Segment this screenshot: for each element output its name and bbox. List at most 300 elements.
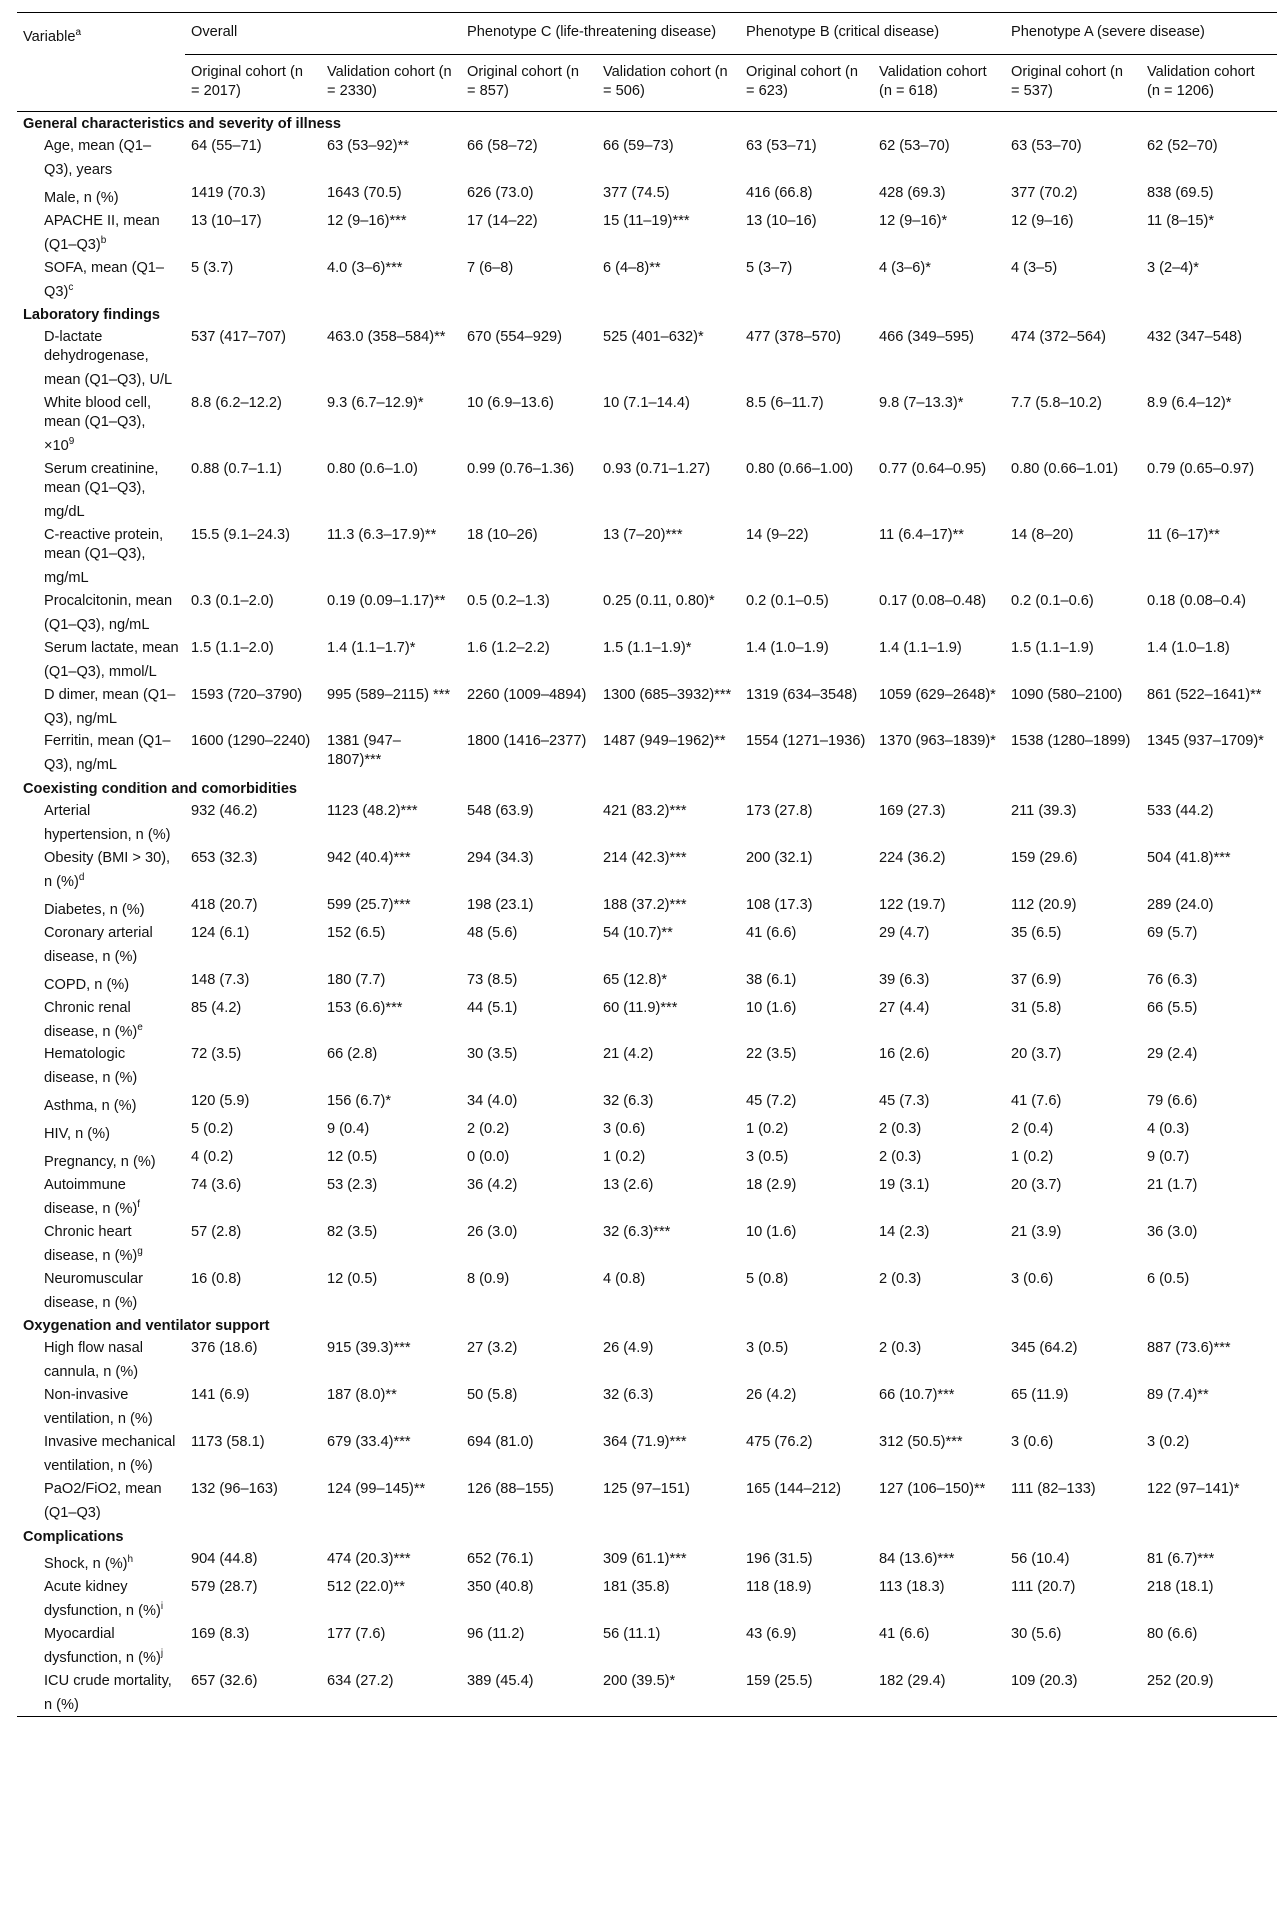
table-cell: 11 (6–17)** [1147, 527, 1220, 544]
table-cell: 200 (32.1) [746, 850, 813, 867]
table-cell: 84 (13.6)*** [879, 1550, 955, 1567]
table-cell: 512 (22.0)** [327, 1578, 405, 1595]
table-cell: 838 (69.5) [1147, 184, 1214, 201]
table-cell: 10 (6.9–13.6) [467, 395, 554, 412]
table-cell: 39 (6.3) [879, 971, 930, 988]
table-cell: 127 (106–150)** [879, 1481, 986, 1498]
table-cell: 65 (11.9) [1011, 1387, 1069, 1404]
table-cell: 657 (32.6) [185, 1670, 321, 1717]
row-label-text: SOFA, mean (Q1–Q3) [44, 259, 165, 300]
table-cell: 418 (20.7) [191, 897, 258, 914]
table-cell: 89 (7.4)** [1147, 1387, 1209, 1404]
row-label [17, 922, 185, 969]
table-row [17, 1548, 1277, 1576]
table-cell: 13 (7–20)*** [603, 527, 683, 544]
table-cell: 35 (6.5) [1011, 924, 1062, 941]
table-cell: 1.4 (1.1–1.9) [879, 639, 962, 656]
table-row [17, 730, 1277, 777]
table-cell: 1538 (1280–1899) [1011, 733, 1131, 750]
table-cell: 537 (417–707) [191, 329, 286, 346]
row-label [17, 1043, 185, 1090]
footnote-marker: c [68, 281, 74, 293]
table-cell: 29 (4.7) [879, 924, 930, 941]
table-cell: 79 (6.6) [1147, 1093, 1198, 1110]
table-cell: 309 (61.1)*** [603, 1550, 687, 1567]
row-label-text: Hematologic disease, n (%) [44, 1046, 138, 1087]
table-row [17, 1576, 1277, 1623]
table-cell: 80 (6.6) [1147, 1625, 1198, 1642]
table-row [17, 800, 1277, 847]
row-label [17, 1174, 185, 1221]
table-cell: 111 (82–133) [1011, 1481, 1096, 1498]
row-label-text: Myocardial dysfunction, n (%) [44, 1625, 161, 1666]
row-label-text: Serum creatinine, mean (Q1–Q3), mg/dL [44, 461, 159, 521]
table-cell: 11 (6.4–17)** [879, 527, 964, 544]
table-cell: 13 (10–17) [191, 212, 262, 229]
footnote-marker: b [100, 234, 107, 246]
table-cell: 653 (32.3) [191, 850, 258, 867]
table-cell: 0.93 (0.71–1.27) [603, 461, 711, 478]
table-row [17, 1478, 1277, 1525]
table-row [17, 326, 1277, 392]
table-cell: 63 (53–92)** [327, 138, 409, 154]
section-header-row [17, 112, 1277, 136]
table-cell: 8 (0.9) [467, 1270, 510, 1287]
table-cell: 7 (6–8) [467, 259, 514, 276]
table-cell: 9.8 (7–13.3)* [879, 395, 964, 412]
table-row [17, 922, 1277, 969]
table-row [17, 590, 1277, 637]
table-cell: 177 (7.6) [327, 1625, 386, 1642]
table-cell: 10 (1.6) [746, 999, 797, 1016]
table-cell: 62 (53–70) [879, 138, 950, 154]
row-label [17, 800, 185, 847]
row-label-text: Shock, n (%) [44, 1555, 128, 1572]
header-subcolumn: Validation cohort (n = 506) [597, 55, 740, 112]
table-cell: 18 (10–26) [467, 527, 538, 544]
header-subcolumn: Original cohort (n = 623) [740, 55, 873, 112]
table-cell: 66 (59–73) [603, 138, 674, 154]
row-label [17, 1384, 185, 1431]
row-label [17, 1623, 185, 1670]
row-label-text: Pregnancy, n (%) [44, 1153, 156, 1170]
table-cell: 16 (2.6) [879, 1046, 930, 1063]
table-cell: 0.2 (0.1–0.6) [1011, 592, 1094, 609]
table-cell: 0 (0.0) [467, 1149, 510, 1166]
table-row [17, 1623, 1277, 1670]
table-cell: 579 (28.7) [191, 1578, 258, 1595]
table-cell: 18 (2.9) [746, 1176, 797, 1193]
section-title: Coexisting condition and comorbidities [23, 781, 298, 798]
table-cell: 12 (0.5) [327, 1149, 378, 1166]
footnote-marker: j [160, 1647, 164, 1659]
table-cell: 474 (20.3)*** [327, 1550, 411, 1567]
table-cell: 9 (0.7) [1147, 1149, 1190, 1166]
table-cell: 0.5 (0.2–1.3) [467, 592, 550, 609]
row-label-text: Serum lactate, mean (Q1–Q3), mmol/L [44, 639, 179, 680]
row-label-text: Age, mean (Q1–Q3), years [44, 138, 152, 178]
section-title: Laboratory findings [23, 307, 161, 324]
table-cell: 218 (18.1) [1147, 1578, 1214, 1595]
table-cell: 312 (50.5)*** [879, 1434, 963, 1451]
table-cell: 30 (3.5) [467, 1046, 518, 1063]
table-cell: 548 (63.9) [467, 803, 534, 820]
table-cell: 187 (8.0)** [327, 1387, 397, 1404]
table-cell: 0.2 (0.1–0.5) [746, 592, 829, 609]
table-cell: 122 (97–141)* [1147, 1481, 1240, 1498]
table-row [17, 1384, 1277, 1431]
header-group: Phenotype C (life-threatening disease) [461, 13, 740, 55]
table-cell: 21 (4.2) [603, 1046, 654, 1063]
table-cell: 56 (11.1) [603, 1625, 661, 1642]
row-label-text: Acute kidney dysfunction, n (%) [44, 1578, 161, 1619]
table-cell: 0.88 (0.7–1.1) [191, 461, 282, 478]
table-cell: 3 (0.6) [1011, 1270, 1054, 1287]
table-cell: 4 (0.8) [603, 1270, 646, 1287]
table-cell: 599 (25.7)*** [327, 897, 411, 914]
table-cell: 15.5 (9.1–24.3) [191, 527, 290, 544]
table-cell: 76 (6.3) [1147, 971, 1198, 988]
row-label-text: C-reactive protein, mean (Q1–Q3), mg/mL [44, 527, 164, 586]
table-cell: 1 (0.2) [603, 1149, 646, 1166]
row-label [17, 1576, 185, 1623]
table-cell: 180 (7.7) [327, 971, 386, 988]
table-cell: 1 (0.2) [1011, 1149, 1054, 1166]
row-label [17, 1478, 185, 1525]
table-cell: 942 (40.4)*** [327, 850, 411, 867]
table-row [17, 997, 1277, 1044]
row-label [17, 730, 185, 777]
row-label-text: HIV, n (%) [44, 1126, 110, 1143]
table-cell: 12 (9–16)* [879, 212, 948, 229]
table-cell: 1800 (1416–2377) [467, 733, 587, 750]
table-cell: 85 (4.2) [191, 999, 242, 1016]
row-label [17, 1670, 185, 1717]
table-cell: 182 (29.4) [873, 1670, 1005, 1717]
table-cell: 4 (0.3) [1147, 1121, 1190, 1138]
table-cell: 0.17 (0.08–0.48) [879, 592, 987, 609]
table-cell: 37 (6.9) [1011, 971, 1062, 988]
table-row [17, 182, 1277, 210]
table-row [17, 524, 1277, 590]
table-cell: 53 (2.3) [327, 1176, 378, 1193]
table-cell: 82 (3.5) [327, 1223, 378, 1240]
row-label [17, 257, 185, 304]
table-body [17, 112, 1277, 1717]
table-cell: 904 (44.8) [191, 1550, 258, 1567]
section-header-row [17, 1525, 1277, 1548]
table-cell: 252 (20.9) [1141, 1670, 1277, 1717]
data-table [17, 12, 1277, 1717]
table-cell: 96 (11.2) [467, 1625, 525, 1642]
table-cell: 2 (0.3) [879, 1149, 922, 1166]
table-row [17, 1118, 1277, 1146]
header-subcolumn: Original cohort (n = 857) [461, 55, 597, 112]
table-cell: 0.18 (0.08–0.4) [1147, 592, 1247, 609]
header-group: Overall [185, 13, 461, 55]
table-cell: 48 (5.6) [467, 924, 518, 941]
table-cell: 181 (35.8) [603, 1578, 670, 1595]
table-cell: 1 (0.2) [746, 1121, 789, 1138]
row-label [17, 969, 185, 997]
row-label-text: Invasive mechanical ventilation, n (%) [44, 1434, 176, 1475]
footnote-marker: g [137, 1245, 143, 1257]
table-cell: 10 (7.1–14.4) [603, 395, 690, 412]
table-cell: 421 (83.2)*** [603, 803, 687, 820]
row-label-text: PaO2/FiO2, mean (Q1–Q3) [44, 1481, 162, 1521]
section-title: Complications [23, 1528, 124, 1545]
table-cell: 2 (0.3) [879, 1340, 922, 1357]
table-row [17, 969, 1277, 997]
header-subcolumn: Validation cohort (n = 618) [873, 55, 1005, 112]
table-header [17, 13, 1277, 112]
table-cell: 38 (6.1) [746, 971, 797, 988]
table-cell: 1487 (949–1962)** [603, 733, 726, 750]
table-cell: 224 (36.2) [879, 850, 946, 867]
table-cell: 118 (18.9) [746, 1578, 812, 1595]
table-cell: 66 (58–72) [467, 138, 538, 154]
table-cell: 8.5 (6–11.7) [746, 395, 824, 412]
row-label [17, 1090, 185, 1118]
table-cell: 11.3 (6.3–17.9)** [327, 527, 437, 544]
table-cell: 19 (3.1) [879, 1176, 930, 1193]
table-cell: 66 (2.8) [327, 1046, 378, 1063]
table-cell: 3 (0.6) [603, 1121, 646, 1138]
table-cell: 173 (27.8) [746, 803, 813, 820]
row-label-text: D dimer, mean (Q1–Q3), ng/mL [44, 686, 176, 727]
row-label [17, 326, 185, 392]
row-label-text: High flow nasal cannula, n (%) [44, 1340, 143, 1381]
table-cell: 670 (554–929) [467, 329, 562, 346]
table-cell: 41 (6.6) [879, 1625, 930, 1642]
table-cell: 124 (6.1) [191, 924, 250, 941]
table-cell: 29 (2.4) [1147, 1046, 1198, 1063]
table-cell: 111 (20.7) [1011, 1578, 1076, 1595]
row-label-text: White blood cell, mean (Q1–Q3), ×10 [44, 395, 152, 455]
table-cell: 62 (52–70) [1147, 138, 1218, 154]
table-cell: 1370 (963–1839)* [879, 733, 996, 750]
table-cell: 152 (6.5) [327, 924, 386, 941]
table-row [17, 458, 1277, 524]
table-row [17, 1268, 1277, 1315]
row-label [17, 182, 185, 210]
footnote-marker: f [137, 1198, 141, 1210]
table-cell: 0.77 (0.64–0.95) [879, 461, 987, 478]
table-cell: 0.99 (0.76–1.36) [467, 461, 575, 478]
table-cell: 4 (0.2) [191, 1149, 234, 1166]
row-label [17, 1431, 185, 1478]
table-cell: 165 (144–212) [746, 1481, 841, 1498]
table-cell: 0.3 (0.1–2.0) [191, 592, 274, 609]
table-cell: 200 (39.5)* [597, 1670, 740, 1717]
table-cell: 112 (20.9) [1011, 897, 1077, 914]
row-label [17, 894, 185, 922]
table-cell: 861 (522–1641)** [1147, 686, 1262, 703]
table-cell: 63 (53–70) [1011, 138, 1082, 154]
table-cell: 196 (31.5) [746, 1550, 813, 1567]
table-cell: 8.9 (6.4–12)* [1147, 395, 1232, 412]
row-label-text: Male, n (%) [44, 189, 119, 206]
row-label [17, 524, 185, 590]
section-header-row [17, 303, 1277, 326]
table-cell: 1.5 (1.1–2.0) [191, 639, 274, 656]
table-cell: 16 (0.8) [191, 1270, 242, 1287]
section-header-row [17, 777, 1277, 800]
header-subcolumn: Original cohort (n = 2017) [185, 55, 321, 112]
header-group: Phenotype A (severe disease) [1005, 13, 1277, 55]
table-cell: 1173 (58.1) [191, 1434, 265, 1451]
table-cell: 1600 (1290–2240) [191, 733, 311, 750]
table-cell: 6 (4–8)** [603, 259, 661, 276]
table-cell: 188 (37.2)*** [603, 897, 687, 914]
table-cell: 45 (7.3) [879, 1093, 930, 1110]
table-cell: 3 (0.5) [746, 1340, 789, 1357]
row-label-text: Neuromuscular disease, n (%) [44, 1270, 143, 1311]
table-cell: 141 (6.9) [191, 1387, 250, 1404]
row-label [17, 590, 185, 637]
table-cell: 350 (40.8) [467, 1578, 534, 1595]
table-cell: 466 (349–595) [879, 329, 974, 346]
table-cell: 169 (27.3) [879, 803, 946, 820]
table-cell: 1319 (634–3548) [746, 686, 858, 703]
table-cell: 1123 (48.2)*** [327, 803, 418, 820]
table-cell: 1.6 (1.2–2.2) [467, 639, 550, 656]
table-cell: 159 (25.5) [740, 1670, 873, 1717]
table-cell: 475 (76.2) [746, 1434, 813, 1451]
table-cell: 17 (14–22) [467, 212, 538, 229]
table-cell: 3 (2–4)* [1147, 259, 1199, 276]
table-cell: 2 (0.4) [1011, 1121, 1054, 1138]
table-cell: 14 (2.3) [879, 1223, 930, 1240]
table-cell: 57 (2.8) [191, 1223, 242, 1240]
table-row [17, 257, 1277, 304]
table-cell: 694 (81.0) [467, 1434, 534, 1451]
table-container [17, 12, 1277, 1717]
table-cell: 1554 (1271–1936) [746, 733, 866, 750]
table-cell: 3 (0.6) [1011, 1434, 1054, 1451]
table-cell: 113 (18.3) [879, 1578, 945, 1595]
row-label [17, 637, 185, 684]
table-cell: 1.5 (1.1–1.9)* [603, 639, 692, 656]
table-cell: 122 (19.7) [879, 897, 946, 914]
table-cell: 652 (76.1) [467, 1550, 534, 1567]
row-label-text: Arterial hypertension, n (%) [44, 803, 171, 844]
table-cell: 31 (5.8) [1011, 999, 1062, 1016]
table-cell: 474 (372–564) [1011, 329, 1106, 346]
row-label-text: Non-invasive ventilation, n (%) [44, 1387, 153, 1428]
table-cell: 634 (27.2) [321, 1670, 461, 1717]
row-label [17, 1146, 185, 1174]
table-cell: 73 (8.5) [467, 971, 518, 988]
table-cell: 477 (378–570) [746, 329, 841, 346]
table-cell: 626 (73.0) [467, 184, 534, 201]
table-cell: 1090 (580–2100) [1011, 686, 1123, 703]
table-cell: 0.80 (0.66–1.00) [746, 461, 854, 478]
row-label-text: APACHE II, mean (Q1–Q3) [44, 212, 160, 253]
table-cell: 126 (88–155) [467, 1481, 554, 1498]
row-label-text: Chronic heart disease, n (%) [44, 1223, 138, 1264]
table-cell: 995 (589–2115) *** [327, 686, 451, 703]
table-cell: 5 (0.8) [746, 1270, 789, 1287]
row-label [17, 458, 185, 524]
table-cell: 2260 (1009–4894) [467, 686, 587, 703]
table-cell: 1059 (629–2648)* [879, 686, 996, 703]
table-row [17, 1431, 1277, 1478]
table-cell: 294 (34.3) [467, 850, 534, 867]
row-label [17, 392, 185, 458]
footnote-marker: i [160, 1600, 164, 1612]
table-row [17, 1337, 1277, 1384]
table-cell: 428 (69.3) [879, 184, 946, 201]
table-cell: 198 (23.1) [467, 897, 534, 914]
row-label-text: Chronic renal disease, n (%) [44, 999, 138, 1040]
table-cell: 124 (99–145)** [327, 1481, 426, 1498]
footnote-marker: h [127, 1553, 134, 1565]
table-cell: 21 (3.9) [1011, 1223, 1062, 1240]
table-cell: 27 (4.4) [879, 999, 930, 1016]
table-cell: 3 (0.2) [1147, 1434, 1190, 1451]
table-cell: 125 (97–151) [603, 1481, 690, 1498]
table-cell: 364 (71.9)*** [603, 1434, 687, 1451]
table-cell: 14 (8–20) [1011, 527, 1074, 544]
table-cell: 1.4 (1.1–1.7)* [327, 639, 416, 656]
table-cell: 13 (2.6) [603, 1176, 654, 1193]
section-title: Oxygenation and ventilator support [23, 1318, 270, 1335]
table-cell: 13 (10–16) [746, 212, 817, 229]
table-cell: 6 (0.5) [1147, 1270, 1190, 1287]
table-cell: 12 (0.5) [327, 1270, 378, 1287]
row-label [17, 1337, 185, 1384]
table-cell: 525 (401–632)* [603, 329, 704, 346]
table-cell: 44 (5.1) [467, 999, 518, 1016]
row-label-text: ICU crude mortality, n (%) [44, 1672, 172, 1713]
table-cell: 36 (3.0) [1147, 1223, 1198, 1240]
table-cell: 5 (3.7) [191, 259, 234, 276]
table-cell: 1.4 (1.0–1.9) [746, 639, 829, 656]
table-cell: 60 (11.9)*** [603, 999, 678, 1016]
table-cell: 5 (0.2) [191, 1121, 234, 1138]
table-row [17, 637, 1277, 684]
table-cell: 0.79 (0.65–0.97) [1147, 461, 1255, 478]
row-label [17, 135, 185, 182]
table-cell: 26 (4.2) [746, 1387, 797, 1404]
table-cell: 21 (1.7) [1147, 1176, 1198, 1193]
table-cell: 887 (73.6)*** [1147, 1340, 1231, 1357]
table-cell: 22 (3.5) [746, 1046, 797, 1063]
table-cell: 377 (70.2) [1011, 184, 1078, 201]
table-row [17, 210, 1277, 257]
table-cell: 32 (6.3) [603, 1093, 654, 1110]
table-cell: 1345 (937–1709)* [1147, 733, 1264, 750]
table-cell: 932 (46.2) [191, 803, 258, 820]
table-cell: 9 (0.4) [327, 1121, 370, 1138]
table-cell: 34 (4.0) [467, 1093, 518, 1110]
table-cell: 2 (0.3) [879, 1121, 922, 1138]
row-label [17, 1221, 185, 1268]
row-label [17, 997, 185, 1044]
table-cell: 11 (8–15)* [1147, 212, 1215, 229]
table-cell: 1.5 (1.1–1.9) [1011, 639, 1094, 656]
table-cell: 153 (6.6)*** [327, 999, 403, 1016]
table-cell: 66 (5.5) [1147, 999, 1198, 1016]
header-variable: Variable$^a$ [17, 13, 185, 112]
table-cell: 1593 (720–3790) [191, 686, 303, 703]
table-cell: 156 (6.7)* [327, 1093, 392, 1110]
table-cell: 20 (3.7) [1011, 1176, 1062, 1193]
table-row [17, 684, 1277, 731]
table-cell: 1419 (70.3) [191, 184, 266, 201]
table-cell: 1.4 (1.0–1.8) [1147, 639, 1230, 656]
